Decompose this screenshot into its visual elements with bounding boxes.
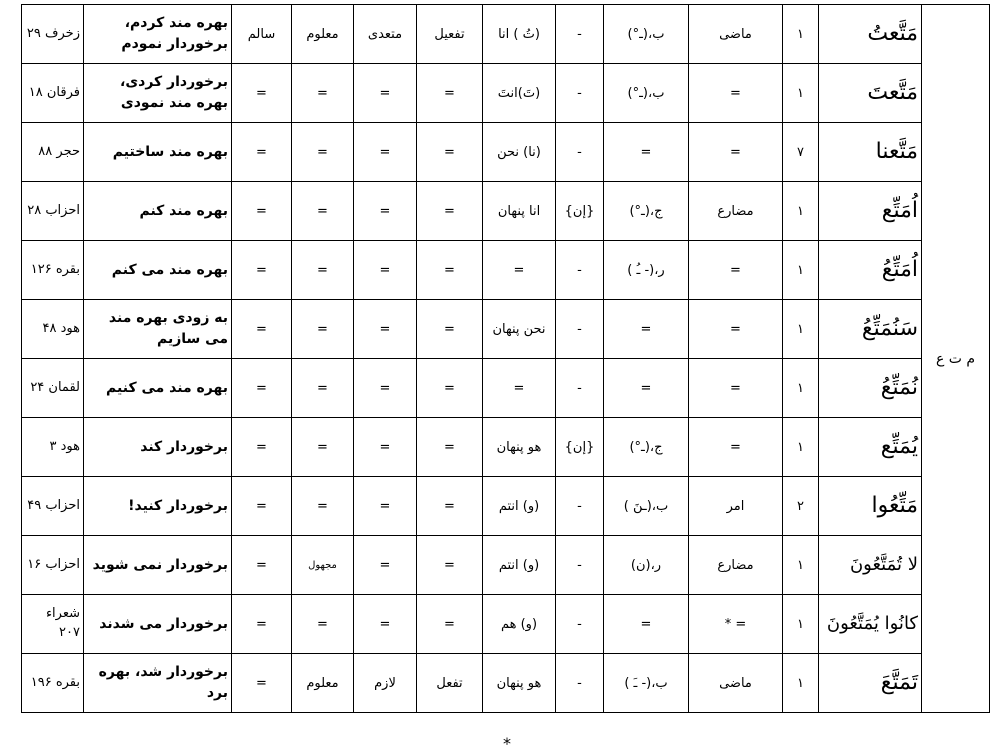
type-cell: =: [232, 359, 292, 418]
transitivity-cell: =: [354, 182, 417, 241]
type-cell: =: [232, 418, 292, 477]
form-cell: ب،(ـ°): [604, 64, 689, 123]
meaning-cell: بهره مند کردم، برخوردار نمودم: [84, 5, 232, 64]
voice-cell: =: [292, 418, 354, 477]
word-cell: نُمَتِّعُ: [819, 359, 922, 418]
table-row: [22, 64, 990, 123]
type-cell: =: [232, 64, 292, 123]
transitivity-cell: لازم: [354, 654, 417, 713]
table-row: [22, 654, 990, 713]
pronoun-cell: (و) هم: [483, 595, 556, 654]
pattern-cell: =: [417, 64, 483, 123]
voice-cell: =: [292, 359, 354, 418]
word-cell: مَتَّعتُ: [819, 5, 922, 64]
particle-cell: -: [556, 5, 604, 64]
particle-cell: -: [556, 477, 604, 536]
type-cell: =: [232, 654, 292, 713]
pattern-cell: =: [417, 595, 483, 654]
voice-cell: =: [292, 64, 354, 123]
transitivity-cell: =: [354, 241, 417, 300]
type-cell: =: [232, 123, 292, 182]
tense-cell: =: [689, 359, 783, 418]
count-cell: ١: [783, 536, 819, 595]
type-cell: =: [232, 241, 292, 300]
count-cell: ١: [783, 654, 819, 713]
table-row: [22, 536, 990, 595]
pronoun-cell: (و) انتم: [483, 536, 556, 595]
pronoun-cell: انا پنهان: [483, 182, 556, 241]
tense-cell: مضارع: [689, 182, 783, 241]
table-row: [22, 300, 990, 359]
meaning-cell: برخوردار شد، بهره برد: [84, 654, 232, 713]
count-cell: ٧: [783, 123, 819, 182]
pattern-cell: =: [417, 123, 483, 182]
form-cell: =: [604, 595, 689, 654]
word-cell: تَمَتَّعَ: [819, 654, 922, 713]
count-cell: ٢: [783, 477, 819, 536]
pattern-cell: تفعل: [417, 654, 483, 713]
reference-cell: احزاب ۲۸: [22, 182, 84, 241]
table-row: [22, 123, 990, 182]
count-cell: ١: [783, 300, 819, 359]
reference-cell: هود ۴۸: [22, 300, 84, 359]
voice-cell: معلوم: [292, 654, 354, 713]
meaning-cell: بهره مند ساختیم: [84, 123, 232, 182]
table-row: [22, 5, 990, 64]
pattern-cell: تفعیل: [417, 5, 483, 64]
form-cell: =: [604, 300, 689, 359]
reference-cell: احزاب ۱۶: [22, 536, 84, 595]
pronoun-cell: (تُ ) انا: [483, 5, 556, 64]
particle-cell: -: [556, 241, 604, 300]
voice-cell: =: [292, 595, 354, 654]
tense-cell: =: [689, 241, 783, 300]
form-cell: ب،(ـنَ ): [604, 477, 689, 536]
form-cell: ج،(ـ°): [604, 418, 689, 477]
reference-cell: احزاب ۴۹: [22, 477, 84, 536]
meaning-cell: بهره مند می کنیم: [84, 359, 232, 418]
count-cell: ١: [783, 359, 819, 418]
pattern-cell: =: [417, 418, 483, 477]
pattern-cell: =: [417, 536, 483, 595]
type-cell: =: [232, 536, 292, 595]
particle-cell: -: [556, 300, 604, 359]
root-cell: م ت ع: [922, 5, 990, 713]
table-row: [22, 241, 990, 300]
form-cell: ر،(ن): [604, 536, 689, 595]
pattern-cell: =: [417, 300, 483, 359]
transitivity-cell: =: [354, 359, 417, 418]
word-cell: اُمَتِّع: [819, 182, 922, 241]
voice-cell: =: [292, 241, 354, 300]
pronoun-cell: هو پنهان: [483, 654, 556, 713]
transitivity-cell: =: [354, 300, 417, 359]
reference-cell: لقمان ۲۴: [22, 359, 84, 418]
transitivity-cell: =: [354, 123, 417, 182]
pronoun-cell: هو پنهان: [483, 418, 556, 477]
tense-cell: امر: [689, 477, 783, 536]
reference-cell: زخرف ۲۹: [22, 5, 84, 64]
tense-cell: =: [689, 418, 783, 477]
table-row: [22, 595, 990, 654]
tense-cell: =: [689, 64, 783, 123]
particle-cell: -: [556, 123, 604, 182]
transitivity-cell: =: [354, 477, 417, 536]
meaning-cell: بهره مند می کنم: [84, 241, 232, 300]
reference-cell: هود ۳: [22, 418, 84, 477]
voice-cell: معلوم: [292, 5, 354, 64]
meaning-cell: برخوردار کند: [84, 418, 232, 477]
word-cell: يُمَتِّع: [819, 418, 922, 477]
footnote-mark: *: [503, 734, 511, 753]
reference-cell: بقره ۱۲۶: [22, 241, 84, 300]
tense-cell: مضارع: [689, 536, 783, 595]
particle-cell: -: [556, 536, 604, 595]
voice-cell: =: [292, 300, 354, 359]
particle-cell: -: [556, 654, 604, 713]
tense-cell: =: [689, 300, 783, 359]
reference-cell: بقره ۱۹۶: [22, 654, 84, 713]
pronoun-cell: نحن پنهان: [483, 300, 556, 359]
count-cell: ١: [783, 5, 819, 64]
voice-cell: =: [292, 477, 354, 536]
type-cell: =: [232, 477, 292, 536]
form-cell: =: [604, 359, 689, 418]
particle-cell: {إن}: [556, 182, 604, 241]
pronoun-cell: (تَ)انتَ: [483, 64, 556, 123]
reference-cell: فرقان ۱۸: [22, 64, 84, 123]
meaning-cell: برخوردار می شدند: [84, 595, 232, 654]
word-cell: سَنُمَتِّعُ: [819, 300, 922, 359]
count-cell: ١: [783, 182, 819, 241]
word-cell: مَتَّعتَ: [819, 64, 922, 123]
form-cell: ب،(- ـَ ): [604, 654, 689, 713]
transitivity-cell: =: [354, 418, 417, 477]
transitivity-cell: =: [354, 64, 417, 123]
transitivity-cell: متعدی: [354, 5, 417, 64]
reference-cell: حجر ۸۸: [22, 123, 84, 182]
pattern-cell: =: [417, 241, 483, 300]
tense-cell: ماضی: [689, 654, 783, 713]
meaning-cell: به زودی بهره مند می سازیم: [84, 300, 232, 359]
form-cell: =: [604, 123, 689, 182]
meaning-cell: بهره مند کنم: [84, 182, 232, 241]
voice-cell: =: [292, 123, 354, 182]
transitivity-cell: =: [354, 536, 417, 595]
particle-cell: -: [556, 359, 604, 418]
type-cell: =: [232, 182, 292, 241]
morphology-table: [21, 4, 990, 713]
form-cell: ب،(ـ°): [604, 5, 689, 64]
table-row: [22, 182, 990, 241]
type-cell: =: [232, 300, 292, 359]
particle-cell: {إن}: [556, 418, 604, 477]
pronoun-cell: =: [483, 241, 556, 300]
transitivity-cell: =: [354, 595, 417, 654]
pronoun-cell: (نا) نحن: [483, 123, 556, 182]
particle-cell: -: [556, 64, 604, 123]
form-cell: ج،(ـ°): [604, 182, 689, 241]
pattern-cell: =: [417, 359, 483, 418]
type-cell: =: [232, 595, 292, 654]
type-cell: سالم: [232, 5, 292, 64]
word-cell: لا تُمَتَّعُونَ: [819, 536, 922, 595]
form-cell: ر،(- ـُ ): [604, 241, 689, 300]
table-row: [22, 418, 990, 477]
voice-cell: =: [292, 182, 354, 241]
word-cell: مَتَّعنا: [819, 123, 922, 182]
pronoun-cell: (و) انتم: [483, 477, 556, 536]
voice-cell: مجهول: [292, 536, 354, 595]
pattern-cell: =: [417, 182, 483, 241]
count-cell: ١: [783, 241, 819, 300]
word-cell: كانُوا يُمَتَّعُونَ: [819, 595, 922, 654]
count-cell: ١: [783, 64, 819, 123]
table-row: [22, 359, 990, 418]
tense-cell: ماضی: [689, 5, 783, 64]
meaning-cell: برخوردار نمی شوید: [84, 536, 232, 595]
pattern-cell: =: [417, 477, 483, 536]
table-row: [22, 477, 990, 536]
reference-cell: شعراء ۲۰۷: [22, 595, 84, 654]
meaning-cell: برخوردار کردی، بهره مند نمودی: [84, 64, 232, 123]
tense-cell: = *: [689, 595, 783, 654]
word-cell: اُمَتِّعُ: [819, 241, 922, 300]
particle-cell: -: [556, 595, 604, 654]
meaning-cell: برخوردار کنید!: [84, 477, 232, 536]
word-cell: مَتِّعُوا: [819, 477, 922, 536]
count-cell: ١: [783, 418, 819, 477]
tense-cell: =: [689, 123, 783, 182]
pronoun-cell: =: [483, 359, 556, 418]
count-cell: ١: [783, 595, 819, 654]
